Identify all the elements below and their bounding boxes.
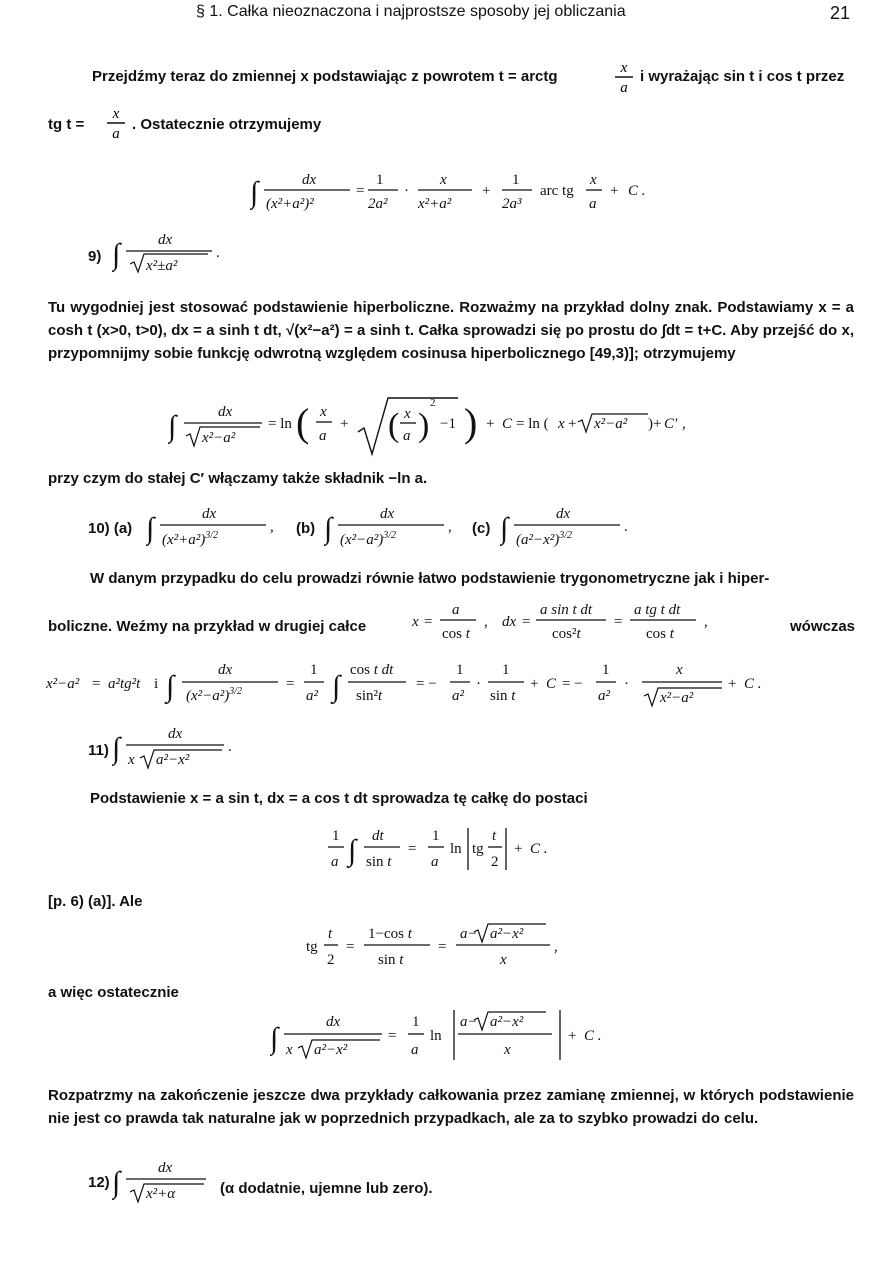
svg-text:=: = <box>356 183 365 199</box>
svg-text:a²: a² <box>306 688 318 704</box>
svg-text:(: ( <box>388 407 400 444</box>
svg-text:2: 2 <box>327 952 335 968</box>
svg-text:a−: a− <box>460 1014 478 1030</box>
svg-text:(: ( <box>296 400 310 445</box>
equation-final <box>270 1006 630 1066</box>
svg-text:a²−x²: a²−x² <box>490 1014 524 1030</box>
svg-text:+: + <box>486 416 495 432</box>
svg-text:,: , <box>704 614 708 630</box>
svg-text:+: + <box>568 1028 577 1044</box>
svg-text:1: 1 <box>412 1014 420 1030</box>
item-10a-label: 10) (a) <box>88 520 133 537</box>
text-reference: [p. 6) (a)]. Ale <box>48 893 143 910</box>
svg-text:·: · <box>624 676 629 692</box>
svg-text:x²−a²: x²−a² <box>202 430 236 446</box>
svg-text:2: 2 <box>491 854 499 870</box>
equation-tg <box>306 920 606 976</box>
svg-text:2a³: 2a³ <box>502 196 522 212</box>
equation-10b <box>324 500 464 556</box>
svg-text:1: 1 <box>502 662 510 678</box>
svg-text:,: , <box>682 416 686 432</box>
svg-text:∫: ∫ <box>112 238 121 271</box>
svg-text:ln: ln <box>430 1028 442 1044</box>
svg-text:a: a <box>431 854 439 870</box>
svg-text:=: = <box>522 614 531 630</box>
svg-text:+: + <box>482 183 491 199</box>
equation-hyperbolic <box>168 392 788 460</box>
svg-text:dt: dt <box>372 828 384 844</box>
svg-text:cos t dt: cos t dt <box>350 662 394 678</box>
equation-1 <box>250 164 670 220</box>
svg-text:)+: )+ <box>648 416 662 432</box>
equation-10a <box>146 500 286 556</box>
svg-text:1: 1 <box>456 662 464 678</box>
svg-text:∫: ∫ <box>168 410 177 443</box>
svg-text:x: x <box>500 952 507 968</box>
equation-10c <box>500 500 640 556</box>
svg-text:x: x <box>558 416 565 432</box>
svg-text:x: x <box>590 172 597 188</box>
svg-text:x: x <box>504 1042 511 1058</box>
svg-text:i: i <box>154 676 159 692</box>
svg-text:a²−x²: a²−x² <box>156 752 190 768</box>
svg-text:C .: C . <box>628 183 646 199</box>
text-final: a więc ostatecznie <box>48 984 179 1001</box>
svg-text:a: a <box>331 854 339 870</box>
svg-text:= ln (: = ln ( <box>516 416 549 432</box>
item-10c-label: (c) <box>472 520 491 537</box>
svg-text:=: = <box>388 1028 397 1044</box>
svg-text:=: = <box>424 614 433 630</box>
svg-text:x²±a²: x²±a² <box>146 258 178 274</box>
text-trig-a: W danym przypadku do celu prowadzi równie łatwo podstawienie trygonometryczne jak i hiper- <box>90 570 770 587</box>
svg-text:C′: C′ <box>664 416 678 432</box>
svg-text:x: x <box>440 172 447 188</box>
svg-text:∫: ∫ <box>146 512 155 545</box>
svg-text:sin t: sin t <box>378 952 404 968</box>
svg-text:∫: ∫ <box>250 176 259 209</box>
text-line-1b: i wyrażając sin t i cos t przez <box>640 68 845 85</box>
svg-text:∫: ∫ <box>166 670 175 703</box>
frac-den: a <box>112 126 120 142</box>
item-9-label: 9) <box>88 248 102 265</box>
svg-text:): ) <box>418 407 430 444</box>
svg-text:∫: ∫ <box>270 1022 279 1055</box>
frac-den: a <box>620 80 628 96</box>
svg-text:a tg t dt: a tg t dt <box>634 602 681 618</box>
svg-text:2: 2 <box>430 397 436 409</box>
svg-text:t: t <box>492 828 497 844</box>
text-line-2b: . Ostatecznie otrzymujemy <box>132 116 322 133</box>
svg-text:a: a <box>411 1042 419 1058</box>
svg-text:dx: dx <box>202 506 217 522</box>
svg-text:tg: tg <box>472 841 484 857</box>
paragraph-hyperbolic: Tu wygodniej jest stosować podstawienie hiperboliczne. Rozważmy na przykład dolny znak. Podstawiamy x = a cosh t (x>0, t>0), dx = a sinh t dt, √(x²−a²) = a sinh t. Całka sprowadzi się po prostu do ∫dt = t+C. Aby przejść do x, przypomnijmy sobie funkcję odwrotną względem cosinusa hiperbolicznego [49,3)]; otrzymujemy <box>48 299 854 362</box>
fraction-x-over-a <box>612 58 636 96</box>
svg-text:): ) <box>464 400 478 445</box>
svg-text:(x²−a²)3/2: $(x^2-a^2)^{3/2}$ <box>186 686 243 704</box>
svg-text:tg: tg <box>306 939 318 955</box>
page-number: 21 <box>830 3 851 23</box>
equation-11 <box>112 720 242 776</box>
svg-text:∫: ∫ <box>332 670 341 703</box>
svg-text:1: 1 <box>512 172 520 188</box>
svg-text:a²tg²t: a²tg²t <box>108 676 141 692</box>
svg-text:dx: dx <box>218 404 233 420</box>
svg-text:,: , <box>554 939 558 955</box>
svg-text:= −: = − <box>562 676 583 692</box>
svg-text:∫: ∫ <box>112 1166 121 1199</box>
svg-text:x: x <box>404 406 411 422</box>
svg-text:x²−a²: x²−a² <box>46 676 80 692</box>
svg-text:x²+a²: x²+a² <box>418 196 452 212</box>
svg-text:a²−x²: a²−x² <box>314 1042 348 1058</box>
svg-text:cos t: cos t <box>442 626 470 642</box>
frac-num: x <box>620 60 628 76</box>
svg-text:a sin t dt: a sin t dt <box>540 602 593 618</box>
svg-text:C .: C . <box>584 1028 602 1044</box>
svg-text:dx: dx <box>168 726 183 742</box>
svg-text:dx: dx <box>158 232 173 248</box>
paragraph-conclusion: Rozpatrzmy na zakończenie jeszcze dwa przykłady całkowania przez zamianę zmiennej, w których podstawienie nie jest co prawda tak naturalne jak w poprzednich przypadkach, ale za to szybko prowadzi do celu. <box>48 1087 854 1127</box>
svg-text:sin²t: sin²t <box>356 688 383 704</box>
svg-text:dx: dx <box>158 1160 173 1176</box>
text-constant: przy czym do stałej C′ włączamy także składnik −ln a. <box>48 470 428 487</box>
svg-text:.: . <box>228 739 232 755</box>
svg-text:+: + <box>610 183 619 199</box>
svg-text:∫: ∫ <box>348 834 357 867</box>
svg-text:=: = <box>92 676 101 692</box>
svg-text:+: + <box>340 416 349 432</box>
svg-text:=: = <box>286 676 295 692</box>
svg-text:x: x <box>320 404 327 420</box>
svg-text:a²: a² <box>598 688 610 704</box>
text-wowczas: wówczas <box>790 618 856 635</box>
svg-text:dx: dx <box>326 1014 341 1030</box>
svg-text:C .: C . <box>530 841 548 857</box>
equation-substitution <box>412 600 752 650</box>
svg-text:+: + <box>514 841 523 857</box>
svg-text:1: 1 <box>310 662 318 678</box>
svg-text:(x²+a²)3/2: $(x^2+a^2)^{3/2}$ <box>162 530 219 548</box>
svg-text:C: C <box>546 676 557 692</box>
svg-text:a: a <box>319 428 327 444</box>
svg-text:ln: ln <box>450 841 462 857</box>
svg-text:cos²t: cos²t <box>552 626 581 642</box>
svg-text:sin t: sin t <box>366 854 392 870</box>
svg-text:a²−x²: a²−x² <box>490 926 524 942</box>
text-line-2a: tg t = <box>48 116 85 133</box>
svg-text:1: 1 <box>432 828 440 844</box>
svg-text:C: C <box>502 416 513 432</box>
svg-text:x²−a²: x²−a² <box>594 416 628 432</box>
svg-text:(a²−x²)3/2: $(a^2-x^2)^{3/2}$ <box>516 530 573 548</box>
item-11-label: 11) <box>88 742 109 759</box>
svg-text:1: 1 <box>376 172 384 188</box>
equation-long <box>46 654 856 714</box>
svg-text:x: x <box>128 752 135 768</box>
frac-num: x <box>112 106 120 122</box>
svg-text:+: + <box>728 676 737 692</box>
svg-text:dx: dx <box>502 614 517 630</box>
svg-text:dx: dx <box>302 172 317 188</box>
svg-text:1−cos t: 1−cos t <box>368 926 412 942</box>
svg-text:a: a <box>589 196 597 212</box>
text-substitution: Podstawienie x = a sin t, dx = a cos t dt sprowadza tę całkę do postaci <box>90 790 588 807</box>
svg-text:(x²+a²)²: (x²+a²)² <box>266 196 314 212</box>
svg-text:= ln: = ln <box>268 416 292 432</box>
svg-text:∫: ∫ <box>500 512 509 545</box>
svg-text:dx: dx <box>556 506 571 522</box>
svg-text:a²: a² <box>452 688 464 704</box>
svg-text:+: + <box>530 676 539 692</box>
text-trig-b: boliczne. Weźmy na przykład w drugiej całce <box>48 618 367 635</box>
svg-text:∫: ∫ <box>112 732 121 765</box>
svg-text:.: . <box>216 245 220 261</box>
svg-text:(x²−a²)3/2: $(x^2-a^2)^{3/2}$ <box>340 530 397 548</box>
svg-text:=: = <box>346 939 355 955</box>
svg-text:x: x <box>286 1042 293 1058</box>
running-header: § 1. Całka nieoznaczona i najprostsze sposoby jej obliczania <box>196 3 626 20</box>
svg-text:−1: −1 <box>440 416 456 432</box>
svg-text:,: , <box>270 519 274 535</box>
svg-text:=: = <box>438 939 447 955</box>
svg-text:x: x <box>676 662 683 678</box>
svg-text:dx: dx <box>218 662 233 678</box>
svg-text:x²+α: x²+α <box>146 1186 176 1202</box>
svg-text:a: a <box>452 602 460 618</box>
fraction-x-over-a-2 <box>104 104 128 142</box>
svg-text:sin t: sin t <box>490 688 516 704</box>
svg-text:x: x <box>412 614 419 630</box>
svg-text:∫: ∫ <box>324 512 333 545</box>
svg-text:=: = <box>614 614 623 630</box>
svg-text:·: · <box>404 183 409 199</box>
svg-text:dx: dx <box>380 506 395 522</box>
item-12-label: 12) <box>88 1174 110 1191</box>
item-12-note: (α dodatnie, ujemne lub zero). <box>220 1180 433 1197</box>
equation-post <box>328 822 588 878</box>
equation-12 <box>112 1154 216 1210</box>
svg-text:a: a <box>403 428 411 444</box>
svg-text:C .: C . <box>744 676 762 692</box>
text-line-1a: Przejdźmy teraz do zmiennej x podstawiając z powrotem t = arctg <box>92 68 558 85</box>
svg-text:arc tg: arc tg <box>540 183 574 199</box>
svg-text:= −: = − <box>416 676 437 692</box>
svg-text:.: . <box>624 519 628 535</box>
svg-text:cos t: cos t <box>646 626 674 642</box>
svg-text:·: · <box>476 676 481 692</box>
svg-text:2a²: 2a² <box>368 196 388 212</box>
svg-text:t: t <box>328 926 333 942</box>
svg-text:+: + <box>568 416 577 432</box>
svg-text:1: 1 <box>332 828 340 844</box>
svg-text:a−: a− <box>460 926 478 942</box>
svg-text:=: = <box>408 841 417 857</box>
svg-text:,: , <box>484 614 488 630</box>
item-10b-label: (b) <box>296 520 316 537</box>
equation-9 <box>112 226 232 282</box>
svg-text:,: , <box>448 519 452 535</box>
svg-text:x²−a²: x²−a² <box>660 690 694 706</box>
svg-text:1: 1 <box>602 662 610 678</box>
